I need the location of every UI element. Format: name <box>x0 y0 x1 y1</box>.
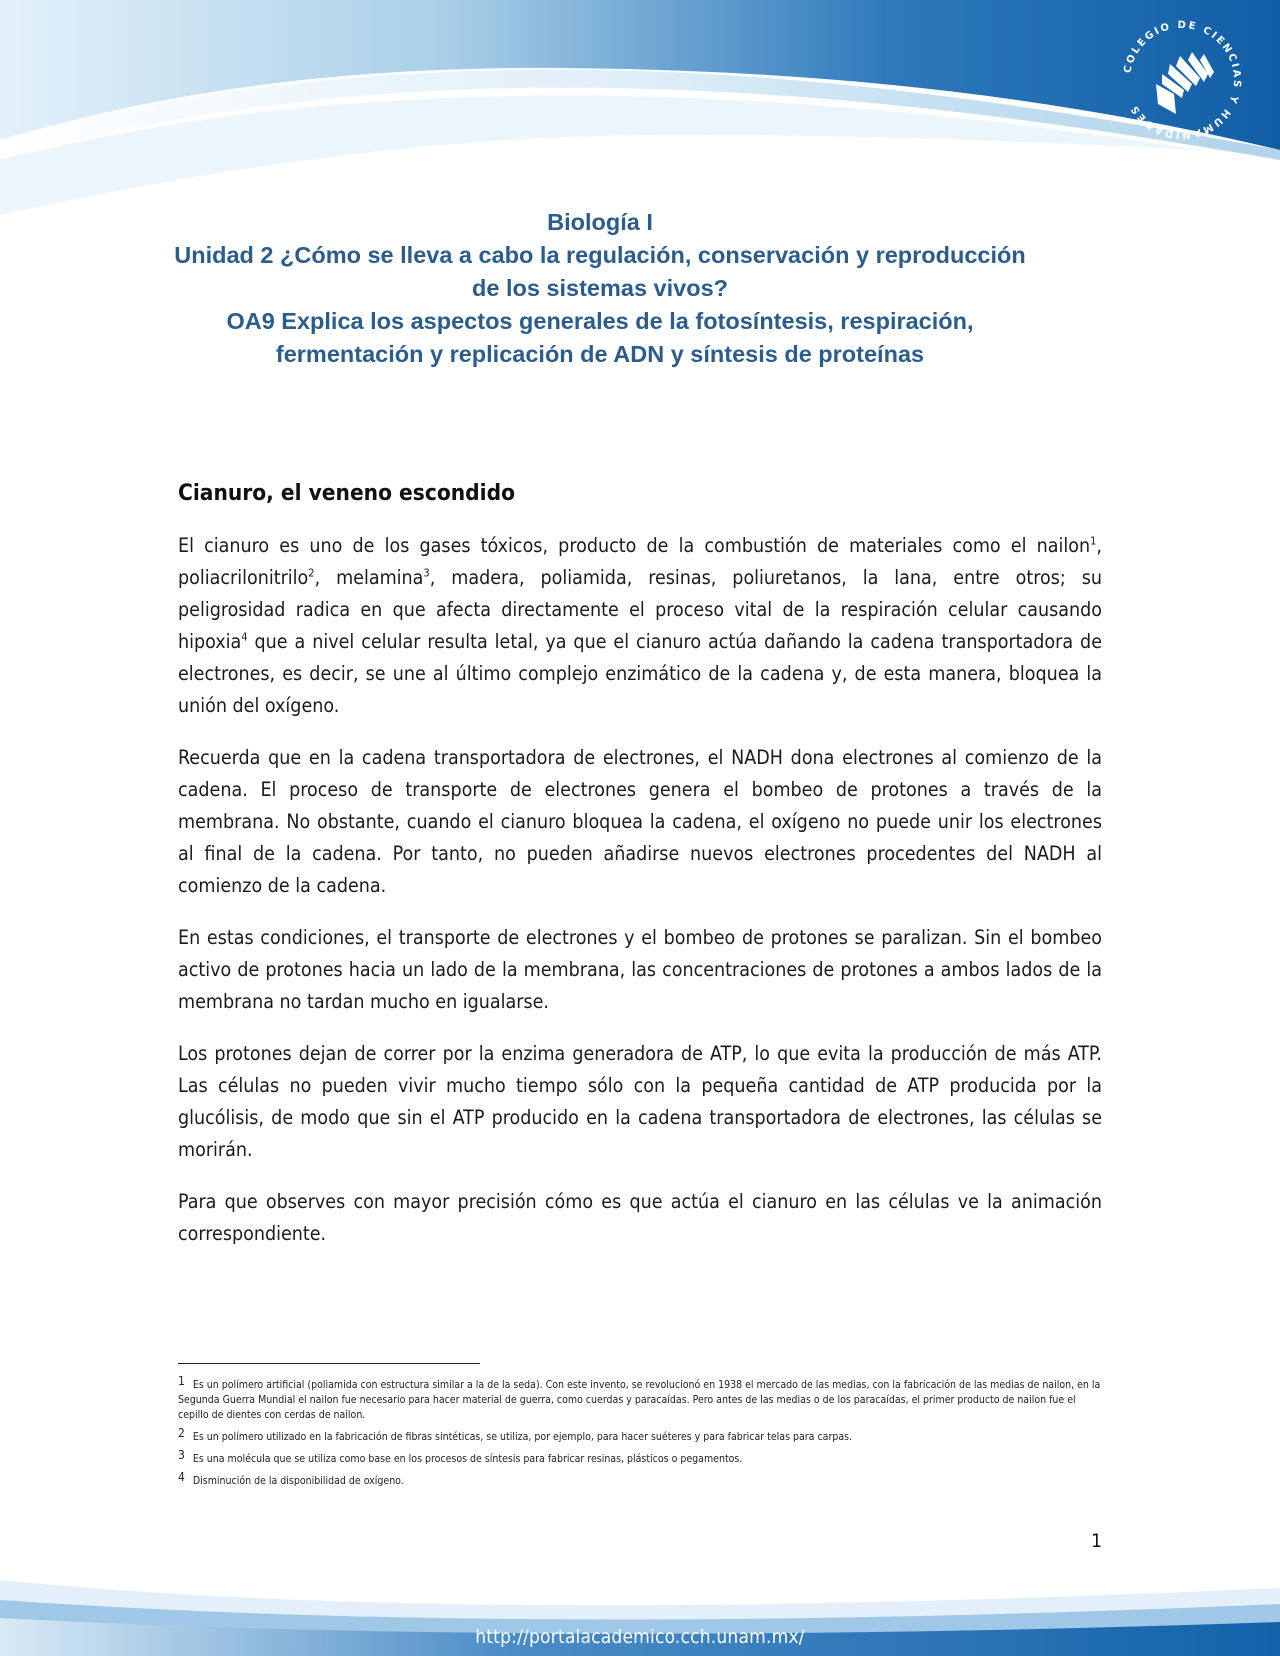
cch-logo <box>1116 14 1248 146</box>
footnotes <box>178 1374 1102 1492</box>
paragraph-2: Recuerda que en la cadena transportadora de electrones, el NADH dona electrones al comienzo de la cadena. El proceso de transporte de electrones genera el bombeo de protones a través de la membrana. No obstante, cuando el cianuro bloquea la cadena, el oxígeno no puede unir los electrones al final de la cadena. Por tanto, no pueden añadirse nuevos electrones procedentes del NADH al comienzo de la cadena. <box>178 746 1102 897</box>
footnote-text: Es una molécula que se utiliza como base en los procesos de síntesis para fabricar resinas, plásticos o pegamentos. <box>192 1453 743 1465</box>
page-number: 1 <box>1091 1530 1102 1552</box>
paragraph-1-text-a: El cianuro es uno de los gases tóxicos, producto de la combustión de materiales como el nailon <box>178 534 1091 557</box>
footer-url-link[interactable]: http://portalacademico.cch.unam.mx/ <box>475 1626 805 1648</box>
objective-title-line-2: fermentación y replicación de ADN y síntesis de proteínas <box>275 341 925 367</box>
footnote-ref-2[interactable]: 2 <box>308 566 315 580</box>
section-title: Cianuro, el veneno escondido <box>178 480 515 506</box>
header-banner <box>0 0 1280 240</box>
paragraph-4: Los protones dejan de correr por la enzima generadora de ATP, lo que evita la producción de más ATP. Las células no pueden vivir mucho tiempo sólo con la pequeña cantidad de ATP producida por la glucólisis, de modo que sin el ATP producido en la cadena transportadora de electrones, las células se morirán. <box>178 1042 1102 1161</box>
article-body <box>178 480 1102 1270</box>
footnote-ref-1[interactable]: 1 <box>1090 534 1097 548</box>
course-title: Biología I <box>547 209 653 235</box>
footnote-item <box>178 1426 1102 1445</box>
footnote-text: Es un polímero artificial (poliamida con estructura similar a la de la seda). Con este invento, se revolucionó en 1938 el mercado de las medias, con la fabricación de las medias de nailon, en la Segunda Guerra Mundial el nailon fue necesario para hacer material de guerra, como cuerdas y paracaídas. Pero antes de las medias o de los paracaídas, el primer producto de nailon fue el cepillo de dientes con cerdas de nailon. <box>178 1379 1101 1421</box>
document-titles <box>150 206 1050 371</box>
paragraph-3: En estas condiciones, el transporte de electrones y el bombeo de protones se paralizan. Sin el bombeo activo de protones hacia un lado de la membrana, las concentraciones de protones a ambos lados de la membrana no tardan mucho en igualarse. <box>178 926 1102 1013</box>
paragraph-1-text-e: que a nivel celular resulta letal, ya que el cianuro actúa dañando la cadena transportadora de electrones, es decir, se une al último complejo enzimático de la cadena y, de esta manera, bloquea la unión del oxígeno. <box>178 630 1102 717</box>
footnote-item <box>178 1448 1102 1467</box>
paragraph-1 <box>178 530 1102 722</box>
footnote-number: 2 <box>178 1426 185 1440</box>
unit-title-line-1: Unidad 2 ¿Cómo se lleva a cabo la regulación, conservación y reproducción <box>174 242 1026 268</box>
footnote-number: 1 <box>178 1374 185 1388</box>
footnote-number: 3 <box>178 1448 185 1462</box>
footnote-item <box>178 1374 1102 1423</box>
logo-ring-text: COLEGIO DE CIENCIAS Y HUMANIDADES <box>1122 19 1243 141</box>
paragraph-1-text-b: , poliacrilonitrilo <box>178 534 1102 589</box>
footnote-item <box>178 1470 1102 1489</box>
footnote-text: Disminución de la disponibilidad de oxígeno. <box>192 1475 404 1487</box>
objective-title-line-1: OA9 Explica los aspectos generales de la fotosíntesis, respiración, <box>226 308 974 334</box>
unit-title-line-2: de los sistemas vivos? <box>471 275 728 301</box>
footnote-ref-3[interactable]: 3 <box>423 566 430 580</box>
footnote-number: 4 <box>178 1470 185 1484</box>
footnote-ref-4[interactable]: 4 <box>241 630 248 644</box>
paragraph-1-text-d: , madera, poliamida, resinas, poliuretanos, la lana, entre otros; su peligrosidad radica en que afecta directamente el proceso vital de la respiración celular causando hipoxia <box>178 566 1102 653</box>
paragraph-5: Para que observes con mayor precisión cómo es que actúa el cianuro en las células ve la animación correspondiente. <box>178 1190 1102 1245</box>
footnote-text: Es un polímero utilizado en la fabricación de fibras sintéticas, se utiliza, por ejemplo, para hacer suéteres y para fabricar telas para carpas. <box>192 1431 853 1443</box>
paragraph-1-text-c: , melamina <box>314 566 424 589</box>
footnote-separator <box>178 1363 480 1364</box>
